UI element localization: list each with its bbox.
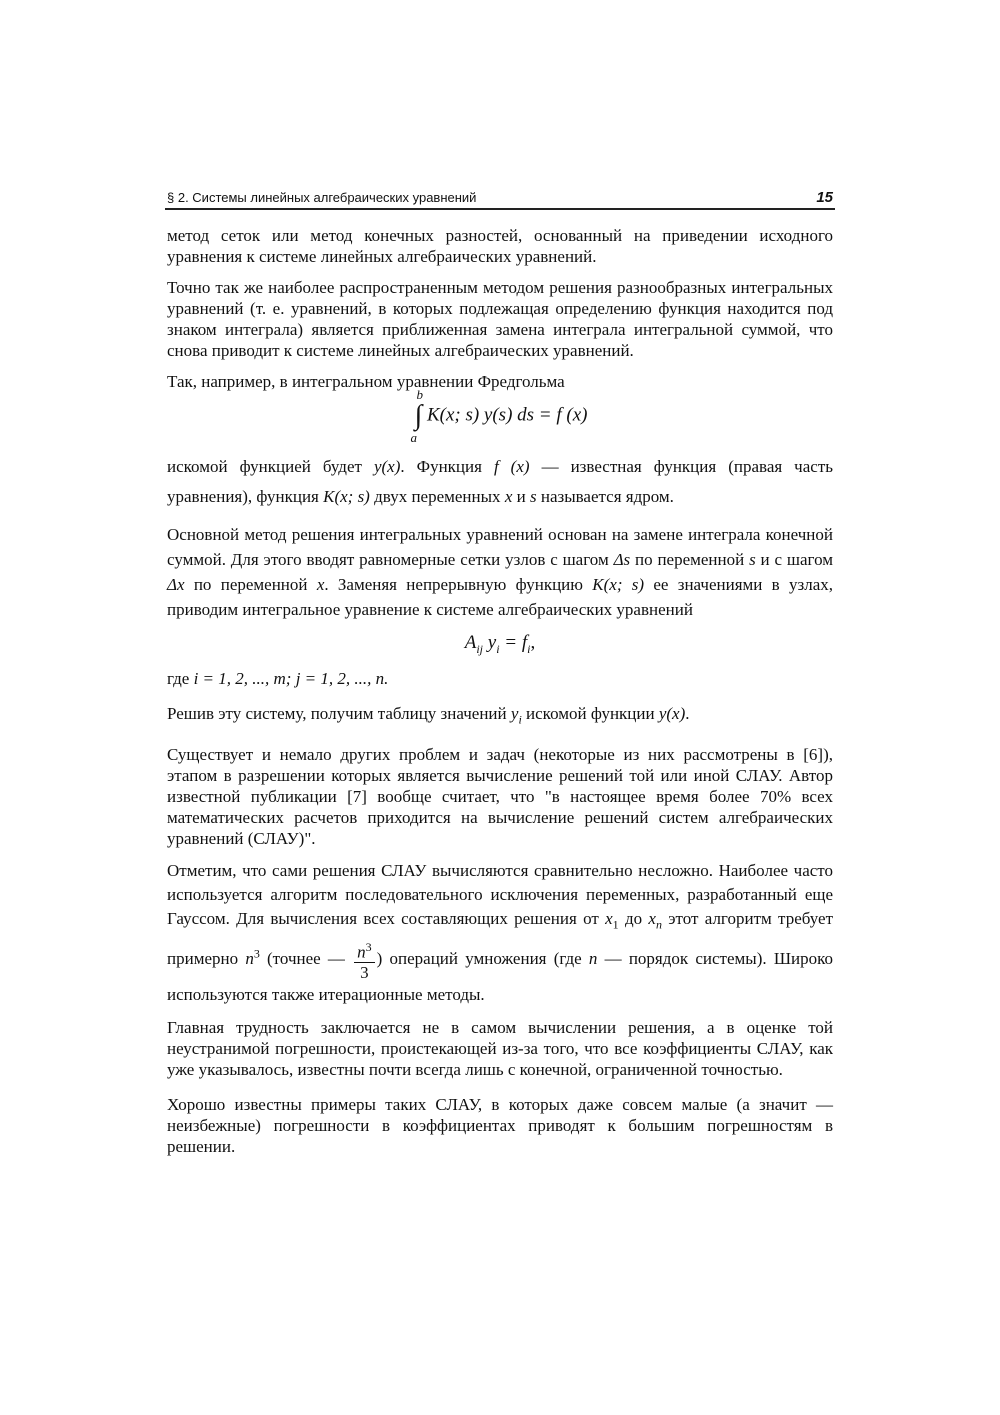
integral-lower-limit: a [410,430,418,445]
paragraph-3: Так, например, в интегральном уравнении Фредгольма [167,372,565,391]
math-kernel-2: K(x; s) [592,575,645,594]
math-f-x: f (x) [493,457,530,476]
math-kernel: K(x; s) [323,487,370,506]
integral-upper-limit: b [416,387,424,402]
paragraph-11: Хорошо известны примеры таких СЛАУ, в которых даже совсем малые (а значит — неизбежные) погрешности в коэффициентах приводят к большим погрешностям в решении. [167,1095,833,1157]
paragraph-9: Отметим, что сами решения СЛАУ вычисляются сравнительно несложно. Наиболее часто используется алгоритм последовательного исключения переменных, разработанный еще Гауссом. Для вычисления всех составляющих решения от $x_1$ до $x_n$ этот алгоритм требует примерно $n^3$ (точнее — $\frac{n^3}{3}$ ) операций умножения (где n — порядок системы). Широко используются также итерационные методы. [167,861,833,1005]
paragraph-4: искомой функцией будет y(x). Функция f (x) — известная функция (правая часть уравнения), функция K(x; s) двух переменных x и s называется ядром. [167,457,834,506]
integral-sign: b ∫ a [413,402,423,430]
paragraph-8: Существует и немало других проблем и задач (некоторые из них рассмотрены в [6]), этапом в разрешении которых является вычисление решений той или иной СЛАУ. Автор известной публикации [7] вообще считает, что "в настоящее время более 70% всех математических расчетов приходится на вычисление решений систем алгебраических уравнений (СЛАУ)". [167,745,833,849]
page-number: 15 [816,189,833,206]
paragraph-10: Главная трудность заключается не в самом вычислении решения, а в оценке той неустранимой погрешности, проистекающей из-за того, что все коэффициенты СЛАУ, как уже указывалось, известны почти всегда лишь с конечной, ограниченной точностью. [167,1018,833,1080]
paragraph-6: где i = 1, 2, ..., m; j = 1, 2, ..., n. [167,668,389,688]
paragraph-5: Основной метод решения интегральных уравнений основан на замене интеграла конечной суммой. Для этого вводят равномерные сетки узлов с шагом Δs по переменной s и с шагом Δx по переменной x. Заменяя непрерывную функцию K(x; s) ее значениями в узлах, приводим интегральное уравнение к системе алгебраических уравнений [167,525,833,619]
fraction-n3-over-3: $\frac{n^3}{3}$ [354,937,375,984]
integral-body: K(x; s) y(s) ds = f (x) [426,404,588,426]
running-header [165,186,835,210]
linear-system-equation: $A_{ij}$ $y_i = f_i$, [464,632,536,656]
paragraph-2: Точно так же наиболее распространенным методом решения разнообразных интегральных уравнений (т. е. уравнений, в которых подлежащая определению функция находится под знаком интеграла) является приближенная замена интеграла интегральной суммой, что снова приводит к системе линейных алгебраических уравнений. [167,278,833,360]
math-y-x: y(x) [373,457,401,476]
section-title: § 2. Системы линейных алгебраических уравнений [167,190,477,205]
page-body [167,225,833,1167]
fredholm-equation [167,387,833,445]
paragraph-7: Решив эту систему, получим таблицу значений $y_i$ искомой функции y(x). [167,703,690,727]
paragraph-1: метод сеток или метод конечных разностей, основанный на приведении исходного уравнения к системе линейных алгебраических уравнений. [167,226,833,266]
